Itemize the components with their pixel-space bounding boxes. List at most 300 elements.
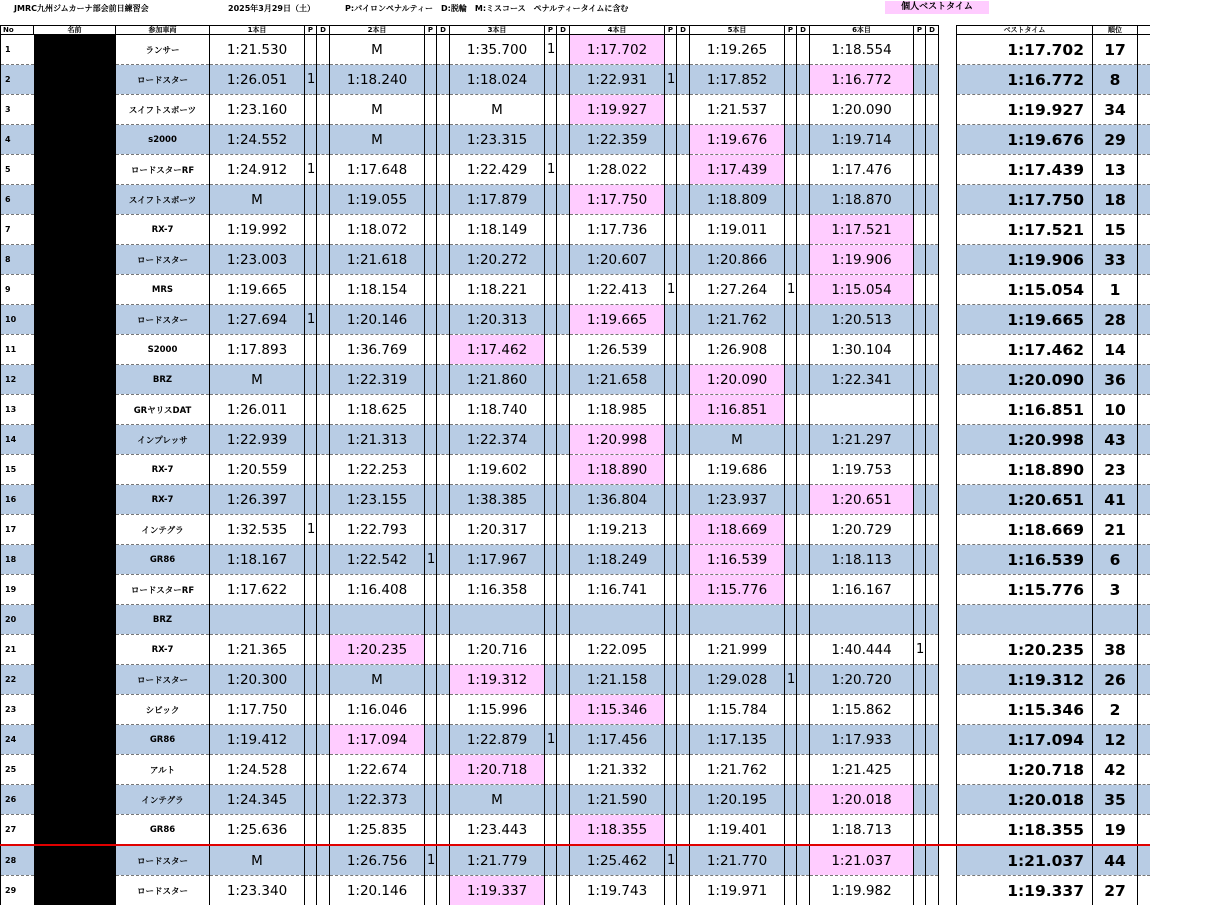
car-model: ランサー — [116, 35, 210, 65]
run-1-time: 1:22.939 — [210, 425, 305, 455]
run-1-derail — [317, 125, 330, 155]
run-6-pylon-penalty — [914, 845, 926, 876]
run-3-time: 1:17.462 — [450, 335, 545, 365]
run-1-derail — [317, 425, 330, 455]
run-2-time: 1:22.319 — [330, 365, 425, 395]
run-2-derail — [437, 365, 450, 395]
run-6-derail — [926, 365, 939, 395]
run-5-time: 1:21.537 — [690, 95, 785, 125]
run-5-derail — [797, 65, 810, 95]
entry-number: 8 — [1, 245, 34, 275]
run-4-derail — [677, 65, 690, 95]
run-3-pylon-penalty — [545, 515, 557, 545]
best-time: 1:20.651 — [957, 485, 1093, 515]
run-5-time: 1:19.011 — [690, 215, 785, 245]
run-2-derail — [437, 425, 450, 455]
car-model: ロードスター — [116, 65, 210, 95]
entry-number: 23 — [1, 695, 34, 725]
run-5-derail — [797, 455, 810, 485]
run-3-pylon-penalty — [545, 575, 557, 605]
rank: 28 — [1093, 305, 1138, 335]
run-5-pylon-penalty — [785, 305, 797, 335]
table-row — [1, 275, 1150, 305]
run-5-pylon-penalty — [785, 125, 797, 155]
row-edge — [1138, 395, 1150, 425]
run-3-time: 1:17.967 — [450, 545, 545, 575]
driver-name-redacted — [34, 665, 116, 695]
run-6-time: 1:16.772 — [810, 65, 914, 95]
row-edge — [1138, 575, 1150, 605]
run-5-pylon-penalty — [785, 395, 797, 425]
best-time: 1:19.665 — [957, 305, 1093, 335]
run-6-derail — [926, 185, 939, 215]
car-model: ロードスター — [116, 845, 210, 876]
run-5-derail — [797, 335, 810, 365]
run-6-derail — [926, 155, 939, 185]
run-2-derail — [437, 695, 450, 725]
run-2-pylon-penalty — [425, 215, 437, 245]
run-2-pylon-penalty — [425, 335, 437, 365]
column-gap — [939, 245, 957, 275]
run-5-pylon-penalty: 1 — [785, 275, 797, 305]
run-2-derail — [437, 545, 450, 575]
entry-number: 12 — [1, 365, 34, 395]
row-edge — [1138, 605, 1150, 635]
event-title: JMRC九州ジムカーナ部会前日練習会 — [14, 3, 149, 14]
run-3-pylon-penalty — [545, 635, 557, 665]
run-1-time: 1:24.345 — [210, 785, 305, 815]
run-3-time: 1:19.602 — [450, 455, 545, 485]
run-4-derail — [677, 515, 690, 545]
run-3-pylon-penalty — [545, 695, 557, 725]
run-3-derail — [557, 755, 570, 785]
run-4-pylon-penalty — [665, 365, 677, 395]
run-5-time: 1:18.669 — [690, 515, 785, 545]
run-2-time: 1:20.235 — [330, 635, 425, 665]
run-6-derail — [926, 876, 939, 905]
run-6-time: 1:17.476 — [810, 155, 914, 185]
run-4-derail — [677, 845, 690, 876]
run-2-pylon-penalty — [425, 155, 437, 185]
run-4-derail — [677, 695, 690, 725]
run-4-derail — [677, 725, 690, 755]
run-5-derail — [797, 755, 810, 785]
row-edge — [1138, 665, 1150, 695]
row-edge — [1138, 365, 1150, 395]
run-5-derail — [797, 95, 810, 125]
run-2-derail — [437, 95, 450, 125]
entry-number: 29 — [1, 876, 34, 905]
run-1-pylon-penalty — [305, 35, 317, 65]
col-d: D — [677, 26, 690, 35]
run-2-derail — [437, 725, 450, 755]
run-3-derail — [557, 245, 570, 275]
run-4-time: 1:22.931 — [570, 65, 665, 95]
run-1-time: 1:21.530 — [210, 35, 305, 65]
run-2-derail — [437, 575, 450, 605]
run-4-time: 1:17.702 — [570, 35, 665, 65]
run-6-pylon-penalty — [914, 95, 926, 125]
run-4-pylon-penalty — [665, 605, 677, 635]
run-3-derail — [557, 605, 570, 635]
run-2-pylon-penalty — [425, 665, 437, 695]
col-run4: 4本目 — [570, 26, 665, 35]
entry-number: 25 — [1, 755, 34, 785]
run-3-derail — [557, 185, 570, 215]
run-3-pylon-penalty — [545, 755, 557, 785]
run-2-time: 1:18.154 — [330, 275, 425, 305]
column-gap — [939, 275, 957, 305]
entry-number: 2 — [1, 65, 34, 95]
run-4-pylon-penalty — [665, 395, 677, 425]
run-5-derail — [797, 35, 810, 65]
run-4-time — [570, 605, 665, 635]
run-1-pylon-penalty — [305, 785, 317, 815]
run-2-derail — [437, 185, 450, 215]
run-6-pylon-penalty — [914, 335, 926, 365]
col-p: P — [305, 26, 317, 35]
run-4-time: 1:18.249 — [570, 545, 665, 575]
run-2-time: 1:17.648 — [330, 155, 425, 185]
run-6-derail — [926, 695, 939, 725]
driver-name-redacted — [34, 605, 116, 635]
row-edge — [1138, 65, 1150, 95]
run-3-pylon-penalty — [545, 305, 557, 335]
run-6-pylon-penalty — [914, 725, 926, 755]
col-p: P — [914, 26, 926, 35]
run-5-derail — [797, 665, 810, 695]
car-model: RX-7 — [116, 455, 210, 485]
run-2-pylon-penalty — [425, 575, 437, 605]
run-1-time: 1:23.160 — [210, 95, 305, 125]
entry-number: 17 — [1, 515, 34, 545]
row-edge — [1138, 125, 1150, 155]
run-2-derail — [437, 335, 450, 365]
row-edge — [1138, 425, 1150, 455]
run-1-time: 1:17.750 — [210, 695, 305, 725]
best-time: 1:15.054 — [957, 275, 1093, 305]
run-1-time: 1:32.535 — [210, 515, 305, 545]
column-gap — [939, 665, 957, 695]
run-4-pylon-penalty — [665, 695, 677, 725]
run-3-derail — [557, 425, 570, 455]
table-row — [1, 665, 1150, 695]
car-model: シビック — [116, 695, 210, 725]
rank: 14 — [1093, 335, 1138, 365]
run-3-time: 1:20.718 — [450, 755, 545, 785]
best-time: 1:20.998 — [957, 425, 1093, 455]
run-1-derail — [317, 95, 330, 125]
driver-name-redacted — [34, 485, 116, 515]
rank: 10 — [1093, 395, 1138, 425]
col-d: D — [317, 26, 330, 35]
run-4-pylon-penalty — [665, 95, 677, 125]
table-row — [1, 65, 1150, 95]
run-5-pylon-penalty — [785, 755, 797, 785]
run-5-pylon-penalty — [785, 215, 797, 245]
run-2-pylon-penalty — [425, 125, 437, 155]
run-6-time: 1:20.651 — [810, 485, 914, 515]
run-5-derail — [797, 725, 810, 755]
driver-name-redacted — [34, 845, 116, 876]
run-3-pylon-penalty: 1 — [545, 155, 557, 185]
table-row — [1, 155, 1150, 185]
column-gap — [939, 305, 957, 335]
run-4-time: 1:15.346 — [570, 695, 665, 725]
run-2-pylon-penalty: 1 — [425, 845, 437, 876]
rank — [1093, 605, 1138, 635]
run-6-pylon-penalty — [914, 515, 926, 545]
run-5-pylon-penalty — [785, 365, 797, 395]
run-5-pylon-penalty — [785, 695, 797, 725]
rank: 35 — [1093, 785, 1138, 815]
run-1-pylon-penalty — [305, 755, 317, 785]
table-row — [1, 575, 1150, 605]
run-3-pylon-penalty — [545, 815, 557, 846]
column-gap — [939, 125, 957, 155]
run-3-time: 1:22.429 — [450, 155, 545, 185]
run-3-time: 1:18.024 — [450, 65, 545, 95]
entry-number: 27 — [1, 815, 34, 846]
run-4-time: 1:17.456 — [570, 725, 665, 755]
run-4-time: 1:20.607 — [570, 245, 665, 275]
run-4-time: 1:16.741 — [570, 575, 665, 605]
run-2-time: M — [330, 95, 425, 125]
run-4-pylon-penalty — [665, 545, 677, 575]
run-2-derail — [437, 845, 450, 876]
row-edge — [1138, 876, 1150, 905]
run-4-derail — [677, 305, 690, 335]
car-model: RX-7 — [116, 485, 210, 515]
car-model: RX-7 — [116, 635, 210, 665]
table-row — [1, 845, 1150, 876]
run-5-derail — [797, 395, 810, 425]
run-5-pylon-penalty: 1 — [785, 665, 797, 695]
run-1-derail — [317, 815, 330, 846]
run-5-pylon-penalty — [785, 725, 797, 755]
run-5-time: 1:21.762 — [690, 305, 785, 335]
table-row — [1, 395, 1150, 425]
run-5-pylon-penalty — [785, 455, 797, 485]
run-6-derail — [926, 455, 939, 485]
run-1-derail — [317, 455, 330, 485]
run-1-pylon-penalty — [305, 395, 317, 425]
table-row — [1, 365, 1150, 395]
col-d: D — [557, 26, 570, 35]
run-5-time: 1:21.999 — [690, 635, 785, 665]
rank: 6 — [1093, 545, 1138, 575]
best-time: 1:20.090 — [957, 365, 1093, 395]
run-3-time: 1:22.879 — [450, 725, 545, 755]
run-1-derail — [317, 515, 330, 545]
run-2-time: 1:20.146 — [330, 305, 425, 335]
rank: 2 — [1093, 695, 1138, 725]
run-5-pylon-penalty — [785, 785, 797, 815]
run-1-pylon-penalty — [305, 485, 317, 515]
run-3-pylon-penalty — [545, 275, 557, 305]
run-5-time: 1:16.539 — [690, 545, 785, 575]
entry-number: 15 — [1, 455, 34, 485]
driver-name-redacted — [34, 395, 116, 425]
driver-name-redacted — [34, 35, 116, 65]
table-row — [1, 215, 1150, 245]
run-6-pylon-penalty — [914, 425, 926, 455]
run-3-pylon-penalty — [545, 65, 557, 95]
run-2-pylon-penalty — [425, 425, 437, 455]
column-gap — [939, 575, 957, 605]
run-6-derail — [926, 35, 939, 65]
table-row — [1, 755, 1150, 785]
run-4-pylon-penalty — [665, 125, 677, 155]
run-1-derail — [317, 725, 330, 755]
run-6-time — [810, 605, 914, 635]
car-model: ロードスター — [116, 665, 210, 695]
run-1-derail — [317, 275, 330, 305]
run-3-derail — [557, 575, 570, 605]
run-4-time: 1:22.359 — [570, 125, 665, 155]
run-1-time — [210, 605, 305, 635]
run-1-time: 1:17.893 — [210, 335, 305, 365]
column-gap — [939, 155, 957, 185]
run-2-pylon-penalty — [425, 635, 437, 665]
table-row — [1, 785, 1150, 815]
run-3-time: 1:21.779 — [450, 845, 545, 876]
car-model: S2000 — [116, 335, 210, 365]
run-4-time: 1:18.890 — [570, 455, 665, 485]
entry-number: 22 — [1, 665, 34, 695]
entry-number: 20 — [1, 605, 34, 635]
row-edge — [1138, 725, 1150, 755]
penalty-legend: P:パイロンペナルティー D:脱輪 M:ミスコース ペナルティータイムに含む — [345, 3, 628, 14]
table-row — [1, 635, 1150, 665]
entry-number: 16 — [1, 485, 34, 515]
car-model: GRヤリスDAT — [116, 395, 210, 425]
run-1-time: 1:19.992 — [210, 215, 305, 245]
row-edge — [1138, 335, 1150, 365]
rank: 13 — [1093, 155, 1138, 185]
run-6-derail — [926, 545, 939, 575]
run-3-time: M — [450, 785, 545, 815]
run-4-pylon-penalty — [665, 515, 677, 545]
best-time: 1:16.772 — [957, 65, 1093, 95]
run-5-time: 1:20.090 — [690, 365, 785, 395]
run-5-pylon-penalty — [785, 876, 797, 905]
run-4-derail — [677, 185, 690, 215]
run-2-pylon-penalty — [425, 455, 437, 485]
run-1-time: 1:26.011 — [210, 395, 305, 425]
row-edge — [1138, 815, 1150, 846]
car-model: スイフトスポーツ — [116, 185, 210, 215]
run-2-time: 1:23.155 — [330, 485, 425, 515]
best-time: 1:17.439 — [957, 155, 1093, 185]
row-edge — [1138, 485, 1150, 515]
run-3-time: 1:20.272 — [450, 245, 545, 275]
run-4-pylon-penalty: 1 — [665, 845, 677, 876]
run-6-derail — [926, 215, 939, 245]
run-5-pylon-penalty — [785, 35, 797, 65]
run-3-time: 1:35.700 — [450, 35, 545, 65]
run-2-time: M — [330, 35, 425, 65]
run-6-pylon-penalty — [914, 305, 926, 335]
run-2-derail — [437, 815, 450, 846]
run-3-derail — [557, 125, 570, 155]
run-6-pylon-penalty — [914, 695, 926, 725]
run-4-pylon-penalty — [665, 425, 677, 455]
run-5-derail — [797, 635, 810, 665]
run-6-time: 1:19.982 — [810, 876, 914, 905]
run-4-derail — [677, 335, 690, 365]
run-4-derail — [677, 245, 690, 275]
entry-number: 24 — [1, 725, 34, 755]
row-edge — [1138, 215, 1150, 245]
run-3-time: 1:18.149 — [450, 215, 545, 245]
column-gap — [939, 395, 957, 425]
column-gap — [939, 65, 957, 95]
run-4-pylon-penalty — [665, 155, 677, 185]
run-3-pylon-penalty — [545, 545, 557, 575]
run-1-pylon-penalty — [305, 665, 317, 695]
run-6-derail — [926, 725, 939, 755]
best-time: 1:17.521 — [957, 215, 1093, 245]
run-4-derail — [677, 575, 690, 605]
run-3-pylon-penalty — [545, 395, 557, 425]
rank: 8 — [1093, 65, 1138, 95]
run-4-pylon-penalty — [665, 455, 677, 485]
run-1-derail — [317, 335, 330, 365]
run-2-pylon-penalty — [425, 365, 437, 395]
best-time: 1:17.750 — [957, 185, 1093, 215]
row-edge — [1138, 845, 1150, 876]
run-1-derail — [317, 575, 330, 605]
run-2-time: 1:19.055 — [330, 185, 425, 215]
run-1-pylon-penalty — [305, 365, 317, 395]
driver-name-redacted — [34, 425, 116, 455]
run-5-time: 1:21.762 — [690, 755, 785, 785]
run-5-time: 1:23.937 — [690, 485, 785, 515]
entry-number: 4 — [1, 125, 34, 155]
run-1-pylon-penalty — [305, 545, 317, 575]
run-5-derail — [797, 305, 810, 335]
table-row — [1, 455, 1150, 485]
run-1-time: 1:20.300 — [210, 665, 305, 695]
run-2-derail — [437, 245, 450, 275]
run-4-time: 1:21.590 — [570, 785, 665, 815]
event-date: 2025年3月29日（土） — [228, 3, 315, 14]
run-5-derail — [797, 815, 810, 846]
run-5-pylon-penalty — [785, 845, 797, 876]
run-5-derail — [797, 545, 810, 575]
run-1-time: 1:24.552 — [210, 125, 305, 155]
best-time: 1:15.346 — [957, 695, 1093, 725]
run-6-time: 1:18.870 — [810, 185, 914, 215]
run-1-derail — [317, 876, 330, 905]
column-gap — [939, 876, 957, 905]
column-gap — [939, 695, 957, 725]
run-5-pylon-penalty — [785, 185, 797, 215]
run-2-pylon-penalty — [425, 395, 437, 425]
run-4-derail — [677, 785, 690, 815]
rank: 15 — [1093, 215, 1138, 245]
run-6-time: 1:40.444 — [810, 635, 914, 665]
col-edge — [1138, 26, 1150, 35]
run-6-time: 1:19.753 — [810, 455, 914, 485]
run-1-time: 1:20.559 — [210, 455, 305, 485]
run-1-pylon-penalty — [305, 275, 317, 305]
car-model: ロードスターRF — [116, 155, 210, 185]
run-1-derail — [317, 155, 330, 185]
run-4-time: 1:21.332 — [570, 755, 665, 785]
run-3-pylon-penalty — [545, 365, 557, 395]
